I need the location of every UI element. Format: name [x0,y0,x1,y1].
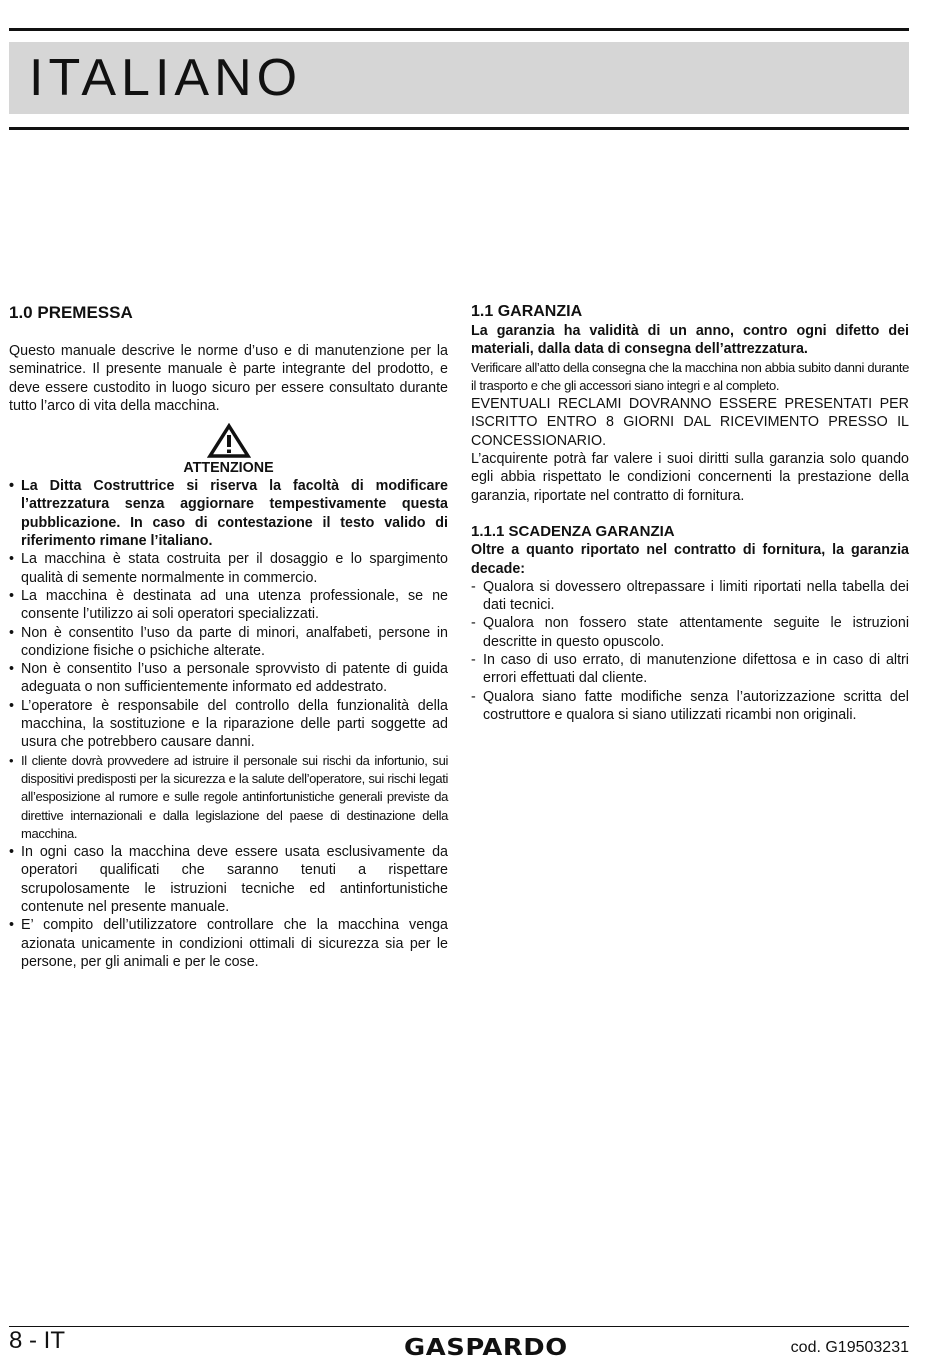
list-item: • La macchina è destinata ad una utenza professionale, se ne consente l’utilizzo ai soli operatori specializzati. [9,587,448,624]
right-column [471,302,909,724]
page-title: ITALIANO [29,49,303,107]
section-heading-scadenza: 1.1.1 SCADENZA GARANZIA [471,522,675,540]
garanzia-claims-paragraph: EVENTUALI RECLAMI DOVRANNO ESSERE PRESENTATI PER ISCRITTO ENTRO 8 GIORNI DAL RICEVIMENTO PRESSO IL CONCESSIONARIO. [471,396,909,449]
list-item: • Non è consentito l’uso a personale sprovvisto di patente di guida adeguata o non sufficientemente informato ed addestrato. [9,660,448,697]
list-item: • Il cliente dovrà provvedere ad istruire il personale sui rischi da infortunio, sui dispositivi predisposti per la sicurezza e la salute dell’operatore, sui rischi legati all’esposizione al rumore e sulle regole antinfortunistiche generali previste da direttive internazionali e dalla legislazione del paese di destinazione della macchina. [9,752,448,843]
premessa-bullet-list [9,477,448,971]
left-column [9,302,448,971]
header-top-rule [9,28,909,31]
warning-label: ATTENZIONE [183,460,274,477]
garanzia-verify-paragraph: Verificare all’atto della consegna che la macchina non abbia subito danni durante il trasporto e che gli accessori siano integri e al completo. [471,359,909,393]
warning-triangle-icon [207,423,251,459]
list-item: - Qualora non fossero state attentamente seguite le istruzioni descritte in questo opuscolo. [471,614,909,651]
page-number: 8 - IT [9,1327,66,1354]
warning-block [9,423,448,477]
scadenza-bold-intro: Oltre a quanto riportato nel contratto di fornitura, la garanzia decade: [471,542,909,577]
footer-rule [9,1326,909,1327]
section-heading-garanzia: 1.1 GARANZIA [471,303,583,320]
list-item: - Qualora si dovessero oltrepassare i limiti riportati nella tabella dei dati tecnici. [471,578,909,615]
list-item: • La macchina è stata costruita per il dosaggio e lo spargimento qualità di semente normalmente in commercio. [9,550,448,587]
garanzia-bold-intro: La garanzia ha validità di un anno, contro ogni difetto dei materiali, dalla data di consegna dell’attrezzatura. [471,323,909,358]
list-item: • In ogni caso la macchina deve essere usata esclusivamente da operatori qualificati che saranno tenuti a rispettare scrupolosamente le istruzioni tecniche ed antinfortunistiche contenute nel presente manuale. [9,843,448,916]
list-item: • L’operatore è responsabile del controllo della funzionalità della macchina, la sostituzione e la riparazione delle parti soggette ad usura che potrebbero causare danni. [9,697,448,752]
garanzia-rights-paragraph: L’acquirente potrà far valere i suoi diritti sulla garanzia solo quando egli abbia rispettato le condizioni concernenti la prestazione della garanzia, riportate nel contratto di fornitura. [471,451,909,504]
header-bottom-rule [9,127,909,130]
section-heading-premessa: 1.0 PREMESSA [9,303,133,322]
list-item: - Qualora siano fatte modifiche senza l’autorizzazione scritta del costruttore e qualora si siano utilizzati ricambi non originali. [471,688,909,725]
list-item: - In caso di uso errato, di manutenzione difettosa e in caso di altri errori effettuati dal cliente. [471,651,909,688]
list-item: • La Ditta Costruttrice si riserva la facoltà di modificare l’attrezzatura senza aggiornare tempestivamente questa pubblicazione. In caso di contestazione il testo valido di riferimento rimane l’italiano. [9,477,448,550]
header-band [9,42,909,114]
scadenza-dash-list [471,578,909,724]
document-code: cod. G19503231 [790,1339,909,1356]
list-item: • E’ compito dell’utilizzatore controllare che la macchina venga azionata unicamente in condizioni ottimali di sicurezza sia per le persone, per gli animali e per le cose. [9,916,448,971]
intro-paragraph: Questo manuale descrive le norme d’uso e di manutenzione per la seminatrice. Il presente manuale è parte integrante del prodotto, e deve essere custodito in luogo sicuro per essere consultato durante tutto l’arco di vita della macchina. [9,343,448,414]
list-item: • Non è consentito l’uso da parte di minori, analfabeti, persone in condizione fisiche o psichiche alterate. [9,624,448,661]
brand-logo: GASPARDO [404,1335,568,1361]
